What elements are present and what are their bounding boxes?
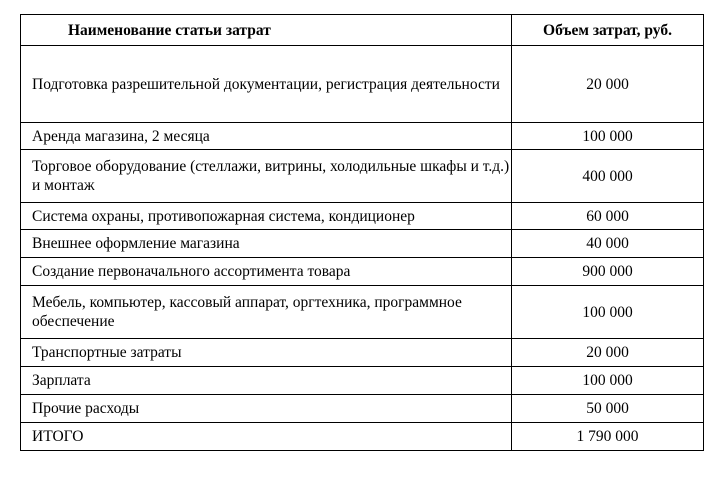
total-label: ИТОГО [21,423,512,451]
row-amount: 400 000 [512,150,704,203]
table-row [21,258,704,286]
row-item-name: Мебель, компьютер, кассовый аппарат, оргтехника, программное обеспечение [21,286,512,339]
header-item-name: Наименование статьи затрат [21,15,512,46]
row-item-name: Транспортные затраты [21,339,512,367]
table-row [21,339,704,367]
row-amount: 100 000 [512,286,704,339]
table-row [21,395,704,423]
row-item-name: Прочие расходы [21,395,512,423]
row-item-name: Подготовка разрешительной документации, регистрация деятельности [21,46,512,123]
table-row [21,203,704,230]
table-row [21,150,704,203]
row-item-name: Зарплата [21,367,512,395]
header-amount: Объем затрат, руб. [512,15,704,46]
row-amount: 100 000 [512,123,704,150]
row-amount: 900 000 [512,258,704,286]
table-row [21,367,704,395]
row-item-name: Торговое оборудование (стеллажи, витрины, холодильные шкафы и т.д.) и монтаж [21,150,512,203]
cost-table-body [21,46,704,451]
total-row [21,423,704,451]
cost-table [20,14,704,451]
table-row [21,123,704,150]
row-item-name: Аренда магазина, 2 месяца [21,123,512,150]
table-row [21,286,704,339]
table-row [21,230,704,258]
row-amount: 50 000 [512,395,704,423]
cost-table-header [21,15,704,46]
header-row [21,15,704,46]
row-amount: 20 000 [512,46,704,123]
total-amount: 1 790 000 [512,423,704,451]
row-item-name: Создание первоначального ассортимента товара [21,258,512,286]
table-row [21,46,704,123]
row-item-name: Внешнее оформление магазина [21,230,512,258]
row-amount: 20 000 [512,339,704,367]
row-amount: 60 000 [512,203,704,230]
row-amount: 100 000 [512,367,704,395]
row-amount: 40 000 [512,230,704,258]
row-item-name: Система охраны, противопожарная система, кондиционер [21,203,512,230]
